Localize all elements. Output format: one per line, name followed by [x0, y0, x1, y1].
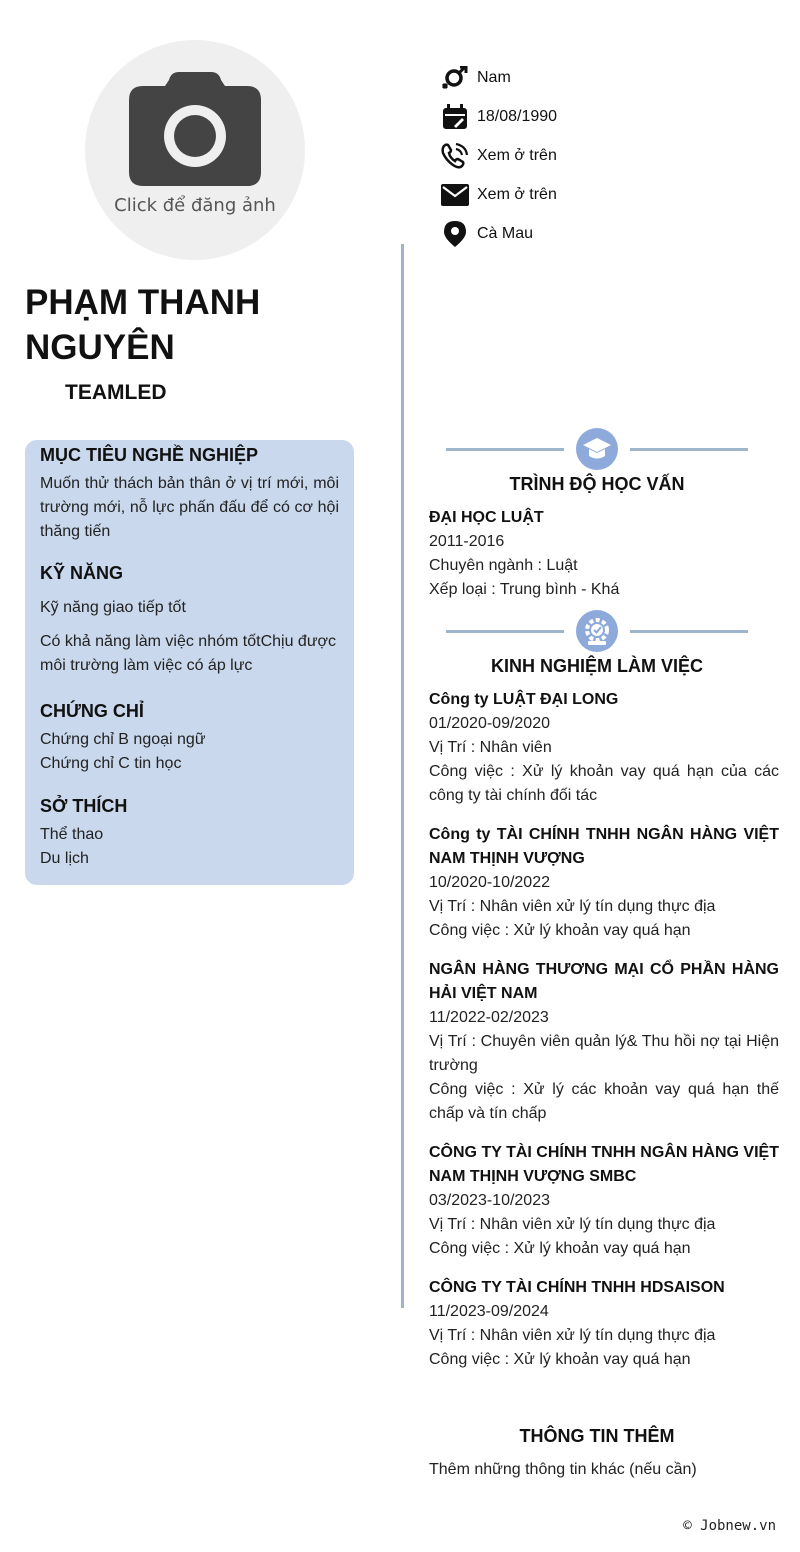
job-company: Công ty LUẬT ĐẠI LONG — [429, 691, 619, 708]
objective-text: Muốn thử thách bản thân ở vị trí mới, môi trường mới, nỗ lực phấn đấu để có cơ hội thăng tiến — [40, 475, 339, 540]
contact-gender — [441, 58, 557, 97]
hobby-item: Thể thao — [40, 826, 104, 843]
footer-copyright: © Jobnew.vn — [683, 1518, 776, 1534]
graduation-cap-icon — [576, 428, 618, 470]
gender-icon — [441, 64, 469, 92]
contact-list — [441, 58, 557, 253]
gender-text: Nam — [477, 68, 511, 86]
education-rank: Xếp loại : Trung bình - Khá — [429, 581, 620, 598]
education-block — [429, 506, 779, 602]
job-work: Công việc : Xử lý khoản vay quá hạn — [429, 1240, 691, 1257]
job-work: Công việc : Xử lý khoản vay quá hạn — [429, 922, 691, 939]
birthday-text: 18/08/1990 — [477, 107, 558, 125]
education-period: 2011-2016 — [429, 533, 505, 550]
job-position: Vị Trí : Nhân viên xử lý tín dụng thực địa — [429, 1216, 716, 1233]
job-period: 01/2020-09/2020 — [429, 715, 550, 732]
job-entry — [429, 958, 779, 1126]
phone-icon — [441, 142, 469, 170]
job-company: CÔNG TY TÀI CHÍNH TNHH HDSAISON — [429, 1279, 725, 1296]
extra-title: THÔNG TIN THÊM — [519, 1426, 675, 1446]
contact-phone — [441, 136, 557, 175]
job-company: NGÂN HÀNG THƯƠNG MẠI CỔ PHẦN HÀNG HẢI VIỆT NAM — [429, 961, 779, 1002]
candidate-role: TEAMLED — [65, 381, 167, 404]
objective-title: MỤC TIÊU NGHỀ NGHIỆP — [40, 445, 259, 465]
upload-label: Click để đăng ảnh — [114, 195, 276, 216]
experience-title: KINH NGHIỆM LÀM VIỆC — [490, 656, 703, 676]
job-entry — [429, 1141, 779, 1261]
contact-birthday — [441, 97, 557, 136]
job-work: Công việc : Xử lý khoản vay quá hạn — [429, 1351, 691, 1368]
contact-email — [441, 175, 557, 214]
gear-badge-icon — [576, 610, 618, 652]
left-panel — [25, 440, 354, 885]
job-period: 10/2020-10/2022 — [429, 874, 550, 891]
job-position: Vị Trí : Nhân viên xử lý tín dụng thực địa — [429, 1327, 716, 1344]
phone-text: Xem ở trên — [477, 146, 557, 164]
hobby-item: Du lịch — [40, 850, 89, 867]
job-entry — [429, 1276, 779, 1372]
hobbies-title: SỞ THÍCH — [40, 796, 128, 816]
candidate-name: PHẠM THANH NGUYÊN — [25, 283, 261, 367]
location-icon — [441, 220, 469, 248]
certs-title: CHỨNG CHỈ — [40, 701, 144, 721]
job-period: 11/2023-09/2024 — [429, 1303, 549, 1320]
job-position: Vị Trí : Nhân viên — [429, 739, 552, 756]
experience-header — [446, 610, 748, 654]
education-major: Chuyên ngành : Luật — [429, 557, 578, 574]
job-position: Vị Trí : Nhân viên xử lý tín dụng thực địa — [429, 898, 716, 915]
email-text: Xem ở trên — [477, 185, 557, 203]
education-header — [446, 428, 748, 472]
job-period: 03/2023-10/2023 — [429, 1192, 550, 1209]
skill-item: Có khả năng làm việc nhóm tốtChịu được môi trường làm việc có áp lực — [40, 633, 337, 674]
job-company: Công ty TÀI CHÍNH TNHH NGÂN HÀNG VIỆT NAM THỊNH VƯỢNG — [429, 826, 779, 867]
job-work: Công việc : Xử lý các khoản vay quá hạn thế chấp và tín chấp — [429, 1081, 779, 1122]
extra-text: Thêm những thông tin khác (nếu cần) — [429, 1461, 697, 1478]
skills-title: KỸ NĂNG — [40, 563, 124, 583]
job-entry — [429, 688, 779, 808]
skill-item: Kỹ năng giao tiếp tốt — [40, 599, 186, 616]
location-text: Cà Mau — [477, 224, 534, 242]
calendar-icon — [441, 103, 469, 131]
cert-item: Chứng chỉ C tin học — [40, 755, 182, 772]
column-divider — [401, 244, 404, 1308]
contact-location — [441, 214, 557, 253]
camera-icon — [129, 72, 261, 188]
cert-item: Chứng chỉ B ngoại ngữ — [40, 731, 206, 748]
mail-icon — [441, 181, 469, 209]
job-period: 11/2022-02/2023 — [429, 1009, 549, 1026]
job-entry — [429, 823, 779, 943]
education-title: TRÌNH ĐỘ HỌC VẤN — [509, 474, 685, 494]
job-position: Vị Trí : Chuyên viên quản lý& Thu hồi nợ tại Hiện trường — [429, 1033, 779, 1074]
school-name: ĐẠI HỌC LUẬT — [429, 509, 544, 526]
avatar-upload[interactable] — [85, 40, 305, 260]
job-company: CÔNG TY TÀI CHÍNH TNHH NGÂN HÀNG VIỆT NAM THỊNH VƯỢNG SMBC — [429, 1144, 779, 1185]
job-work: Công việc : Xử lý khoản vay quá hạn của các công ty tài chính đối tác — [429, 763, 779, 804]
experience-list — [429, 688, 779, 1372]
